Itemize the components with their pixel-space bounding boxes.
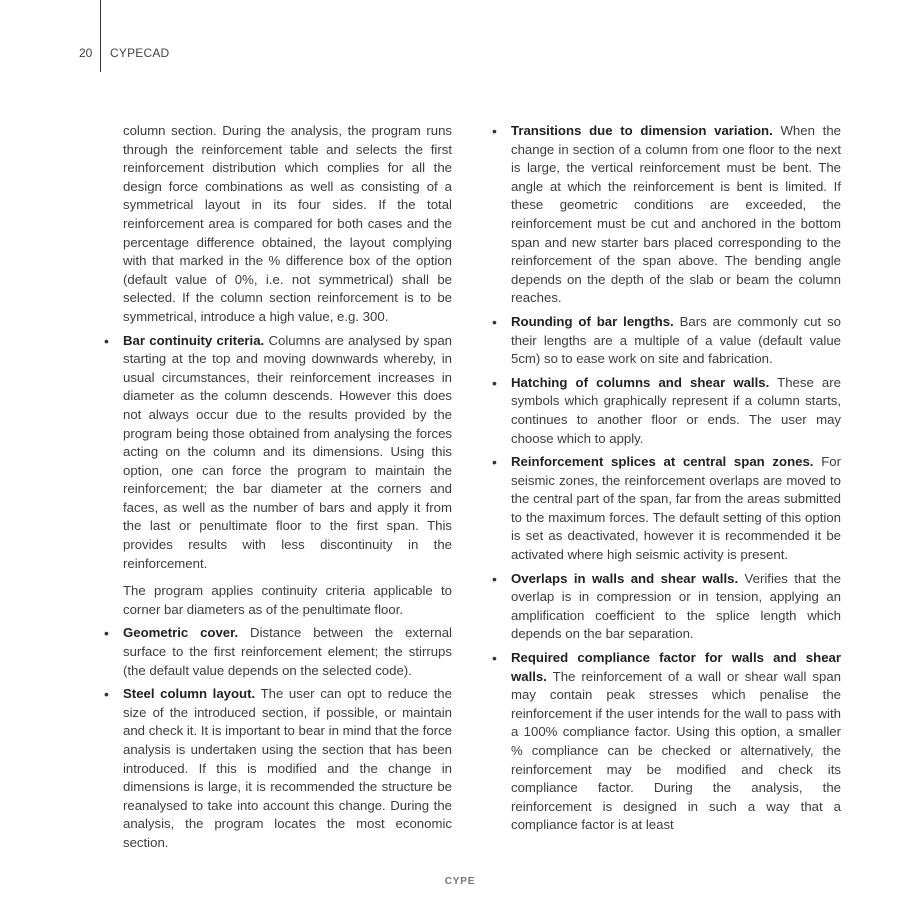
bullet-text: The user can opt to reduce the size of the introduced section, if possible, or maintain and check it. It is important to bear in mind that the force analysis is undertaken using the section that has been introduced. If this is modified and the change in dimensions is large, it is recommended the structure be reanalysed to take into account this change. During the analysis, the program locates the most economic section. <box>123 686 452 850</box>
bullet-term: Required compliance factor for walls and shear walls. <box>511 650 841 684</box>
right-column <box>511 122 841 840</box>
bullet-text: For seismic zones, the reinforcement overlaps are moved to the central part of the span, far from the areas submitted to the maximum forces. The default setting of this option is set as deactivated, however it is recommended it be activated where high seismic activity is present. <box>511 454 841 563</box>
bullet-term: Hatching of columns and shear walls. <box>511 374 770 390</box>
left-bullet-list-2 <box>123 624 452 852</box>
left-bullet-list <box>123 332 452 574</box>
bullet-term: Steel column layout. <box>123 686 256 702</box>
left-column <box>123 122 452 858</box>
bullet-transitions <box>511 122 841 308</box>
bullet-term: Reinforcement splices at central span zones. <box>511 454 814 470</box>
bullet-overlaps <box>511 570 841 644</box>
bullet-text: When the change in section of a column from one floor to the next is large, the vertical reinforcement must be bent. The angle at which the reinforcement is bent is limited. If these geometric conditions are exceeded, the reinforcement must be cut and anchored in the bottom span and new starter bars placed corresponding to the reinforcement of the span above. The bending angle depends on the depth of the slab or beam the column reaches. <box>511 123 841 306</box>
bullet-text: Verifies that the overlap is in compression or in tension, applying an amplification coefficient to the splice length which depends on the bar separation. <box>511 570 841 642</box>
bullet-term: Overlaps in walls and shear walls. <box>511 570 739 586</box>
bullet-geometric-cover <box>123 624 452 680</box>
bullet-text: Bars are commonly cut so their lengths are a multiple of a value (default value 5cm) so to ease work on site and fabrication. <box>511 313 841 367</box>
bullet-text: The reinforcement of a wall or shear wall span may contain peak stresses which penalise the reinforcement if the user intends for the wall to pass with a 100% compliance factor. Using this option, a smaller % compliance can be checked or alternatively, the reinforcement may be modified and check its compliance factor. During the analysis, the reinforcement is designed in such a way that a compliance factor is at least <box>511 668 841 833</box>
page-number: 20 <box>79 46 93 60</box>
bullet-text: These are symbols which graphically represent if a column starts, continues to another floor or ends. The user may choose which to apply. <box>511 374 841 446</box>
bullet-steel-column-layout <box>123 685 452 852</box>
bullet-term: Geometric cover. <box>123 625 239 641</box>
bullet-bar-continuity <box>123 332 452 574</box>
footer-brand: CYPE <box>444 876 476 887</box>
bullet-text: Distance between the external surface to the first reinforcement element; the stirrups (the default value depends on the selected code). <box>123 625 452 678</box>
bullet-text: Columns are analysed by span starting at the top and moving downwards whereby, in usual circumstances, their reinforcement increases in diameter as the column descends. However this does not always occur due to the results provided by the program being those obtained from analysing the forces acting on the column and its dimensions. Using this option, one can force the program to maintain the reinforcement; the bar diameter at the corners and faces, as well as the number of bars and apply it from the last or penultimate floor to the first span. This provides results with less discontinuity in the reinforcement. <box>123 332 452 571</box>
continuity-note: The program applies continuity criteria applicable to corner bar diameters as of the penultimate floor. <box>123 583 452 617</box>
bullet-rounding <box>511 313 841 369</box>
bullet-compliance-factor <box>511 649 841 835</box>
bullet-term: Bar continuity criteria. <box>123 332 265 348</box>
intro-paragraph: column section. During the analysis, the program runs through the reinforcement table and selects the first reinforcement distribution which complies for all the design force combinations as well as consisting of a symmetrical layout in its four sides. If the total reinforcement area is compared for both cases and the percentage difference obtained, the layout complying with that marked in the % difference box of the option (default value of 0%, i.e. not symmetrical) shall be selected. If the column section reinforcement is to be symmetrical, introduce a high value, e.g. 300. <box>123 123 452 324</box>
running-title: CYPECAD <box>110 46 170 60</box>
header-divider <box>100 0 101 72</box>
bullet-hatching <box>511 374 841 448</box>
bullet-splices <box>511 453 841 565</box>
bullet-term: Rounding of bar lengths. <box>511 313 674 329</box>
bullet-term: Transitions due to dimension variation. <box>511 123 773 138</box>
right-bullet-list <box>511 122 841 835</box>
